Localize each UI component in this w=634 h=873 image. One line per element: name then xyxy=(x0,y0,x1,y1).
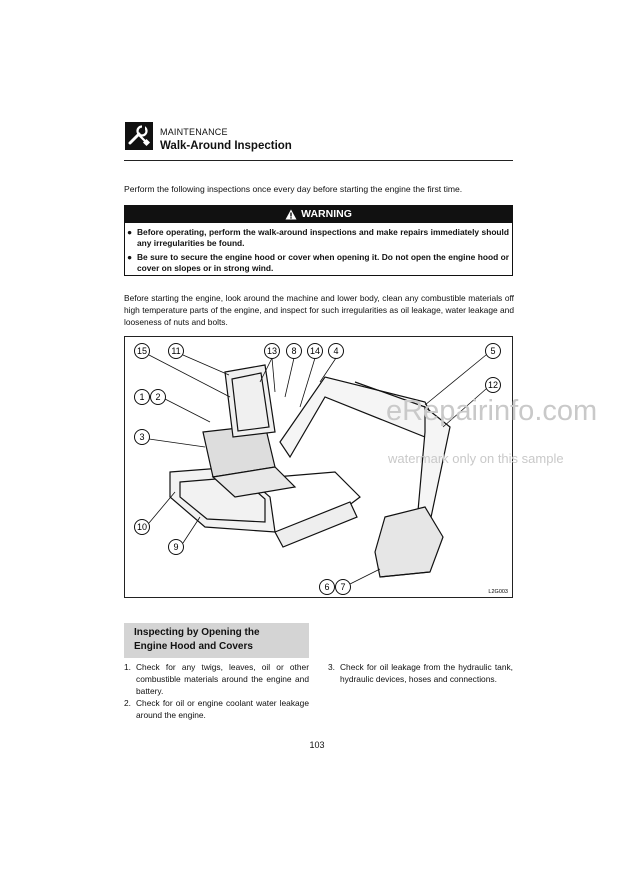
warning-item: ● Be sure to secure the engine hood or cover when opening it. Do not open the engine hood or cover on slopes or in strong wind. xyxy=(127,252,509,274)
callout-2 xyxy=(151,390,166,405)
callout-13 xyxy=(265,344,280,359)
excavator-figure xyxy=(124,336,513,598)
callout-10 xyxy=(135,520,150,535)
warning-item: ● Before operating, perform the walk-around inspections and make repairs immediately should any irregularities be found. xyxy=(127,227,509,249)
step-item: 1. Check for any twigs, leaves, oil or other combustible materials around the engine and battery. xyxy=(124,662,309,696)
callout-11 xyxy=(169,344,184,359)
subsection-title-line1: Inspecting by Opening the xyxy=(134,627,260,638)
svg-text:13: 13 xyxy=(266,346,278,356)
callout-3 xyxy=(135,430,150,445)
callout-15 xyxy=(135,344,150,359)
callout-6 xyxy=(320,580,335,595)
svg-text:1: 1 xyxy=(139,392,145,402)
svg-text:8: 8 xyxy=(291,346,297,356)
svg-text:9: 9 xyxy=(173,542,179,552)
callout-1 xyxy=(135,390,150,405)
wrench-icon xyxy=(125,122,153,150)
callout-7 xyxy=(336,580,351,595)
subsection-title-line2: Engine Hood and Covers xyxy=(134,641,253,652)
callout-5 xyxy=(486,344,501,359)
steps-right-column xyxy=(328,661,513,701)
page-title: Walk-Around Inspection xyxy=(160,140,292,152)
callout-12 xyxy=(486,378,501,393)
warning-box xyxy=(124,223,513,276)
svg-text:7: 7 xyxy=(340,582,346,592)
svg-text:12: 12 xyxy=(487,380,499,390)
svg-text:6: 6 xyxy=(324,582,330,592)
step-item: 3. Check for oil leakage from the hydraulic tank, hydraulic devices, hoses and connections. xyxy=(328,662,513,684)
bullet-icon: ● xyxy=(127,252,133,262)
step-item: 2. Check for oil or engine coolant water leakage around the engine. xyxy=(124,698,309,720)
svg-text:14: 14 xyxy=(309,346,321,356)
svg-text:10: 10 xyxy=(136,522,148,532)
callout-4 xyxy=(329,344,344,359)
intro-text: Perform the following inspections once every day before starting the engine the first time. xyxy=(124,184,463,194)
callout-9 xyxy=(169,540,184,555)
svg-text:15: 15 xyxy=(136,346,148,356)
svg-text:5: 5 xyxy=(490,346,496,356)
warning-banner xyxy=(124,205,513,223)
warning-label: WARNING xyxy=(301,208,352,220)
subsection-heading xyxy=(124,623,309,658)
warning-icon xyxy=(285,209,297,220)
svg-text:11: 11 xyxy=(171,346,181,356)
header-divider xyxy=(124,160,513,161)
bullet-icon: ● xyxy=(127,227,133,237)
watermark-main: eRepairinfo.com xyxy=(386,395,598,427)
svg-text:3: 3 xyxy=(139,432,145,442)
callout-8 xyxy=(287,344,302,359)
callout-14 xyxy=(308,344,323,359)
body-paragraph: Before starting the engine, look around the machine and lower body, clean any combustible materials off high temperature parts of the engine, and inspect for such irregularities as oil leakage, water leakage and looseness of nuts and bolts. xyxy=(124,293,514,327)
section-label: MAINTENANCE xyxy=(160,127,228,137)
steps-left-column xyxy=(124,661,309,741)
svg-text:4: 4 xyxy=(333,346,339,356)
figure-code: L2G003 xyxy=(488,589,508,595)
watermark-sub: watermark only on this sample xyxy=(388,451,564,466)
svg-text:2: 2 xyxy=(155,392,161,402)
page-number: 103 xyxy=(309,740,325,750)
excavator-illustration xyxy=(125,337,512,597)
